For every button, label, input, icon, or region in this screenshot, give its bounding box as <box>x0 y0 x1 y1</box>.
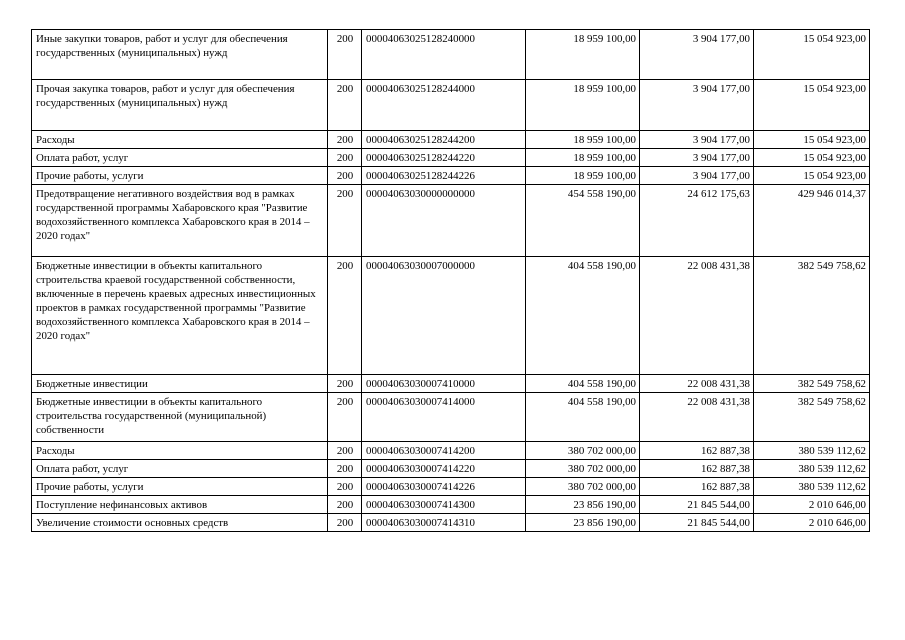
row-unexecuted-amount: 380 539 112,62 <box>754 442 870 460</box>
row-unexecuted-amount: 2 010 646,00 <box>754 496 870 514</box>
row-approved-amount: 380 702 000,00 <box>526 478 640 496</box>
row-approved-amount: 18 959 100,00 <box>526 30 640 80</box>
row-budget-code: 00004063025128240000 <box>362 30 526 80</box>
table-row <box>32 393 870 442</box>
row-executed-amount: 3 904 177,00 <box>640 167 754 185</box>
row-budget-code: 00004063025128244200 <box>362 131 526 149</box>
row-approved-amount: 18 959 100,00 <box>526 80 640 131</box>
row-executed-amount: 162 887,38 <box>640 460 754 478</box>
table-row <box>32 460 870 478</box>
row-executed-amount: 162 887,38 <box>640 478 754 496</box>
row-name: Прочие работы, услуги <box>32 167 328 185</box>
row-approved-amount: 18 959 100,00 <box>526 167 640 185</box>
row-line-code: 200 <box>328 496 362 514</box>
row-budget-code: 00004063030007414300 <box>362 496 526 514</box>
row-name: Прочие работы, услуги <box>32 478 328 496</box>
row-budget-code: 00004063025128244220 <box>362 149 526 167</box>
budget-table <box>31 29 870 532</box>
row-executed-amount: 3 904 177,00 <box>640 30 754 80</box>
row-budget-code: 00004063030007414200 <box>362 442 526 460</box>
row-name: Прочая закупка товаров, работ и услуг для обеспечения государственных (муниципальных) нужд <box>32 80 328 131</box>
row-executed-amount: 22 008 431,38 <box>640 257 754 375</box>
table-row <box>32 149 870 167</box>
row-executed-amount: 3 904 177,00 <box>640 149 754 167</box>
row-line-code: 200 <box>328 131 362 149</box>
row-line-code: 200 <box>328 514 362 532</box>
row-name: Поступление нефинансовых активов <box>32 496 328 514</box>
row-budget-code: 00004063030007000000 <box>362 257 526 375</box>
row-approved-amount: 18 959 100,00 <box>526 149 640 167</box>
row-budget-code: 00004063030007414226 <box>362 478 526 496</box>
row-budget-code: 00004063030007410000 <box>362 375 526 393</box>
row-approved-amount: 404 558 190,00 <box>526 393 640 442</box>
row-name: Бюджетные инвестиции в объекты капитального строительства краевой государственной собственности, включенные в перечень краевых адресных инвестиционных проектов в рамках государственной программы "Развитие водохозяйственного комплекса Хабаровского края в 2014 – 2020 годах" <box>32 257 328 375</box>
row-name: Оплата работ, услуг <box>32 149 328 167</box>
row-line-code: 200 <box>328 442 362 460</box>
row-line-code: 200 <box>328 375 362 393</box>
row-name: Иные закупки товаров, работ и услуг для обеспечения государственных (муниципальных) нужд <box>32 30 328 80</box>
row-budget-code: 00004063030000000000 <box>362 185 526 257</box>
row-approved-amount: 380 702 000,00 <box>526 442 640 460</box>
row-line-code: 200 <box>328 478 362 496</box>
row-budget-code: 00004063030007414310 <box>362 514 526 532</box>
row-executed-amount: 162 887,38 <box>640 442 754 460</box>
row-unexecuted-amount: 382 549 758,62 <box>754 257 870 375</box>
row-unexecuted-amount: 429 946 014,37 <box>754 185 870 257</box>
table-row <box>32 375 870 393</box>
row-approved-amount: 18 959 100,00 <box>526 131 640 149</box>
table-row <box>32 478 870 496</box>
row-executed-amount: 22 008 431,38 <box>640 375 754 393</box>
table-row <box>32 514 870 532</box>
row-unexecuted-amount: 380 539 112,62 <box>754 460 870 478</box>
row-unexecuted-amount: 382 549 758,62 <box>754 375 870 393</box>
row-name: Бюджетные инвестиции <box>32 375 328 393</box>
row-budget-code: 00004063030007414000 <box>362 393 526 442</box>
row-name: Увеличение стоимости основных средств <box>32 514 328 532</box>
row-unexecuted-amount: 380 539 112,62 <box>754 478 870 496</box>
row-unexecuted-amount: 15 054 923,00 <box>754 80 870 131</box>
row-budget-code: 00004063025128244226 <box>362 167 526 185</box>
table-row <box>32 442 870 460</box>
row-line-code: 200 <box>328 460 362 478</box>
row-unexecuted-amount: 382 549 758,62 <box>754 393 870 442</box>
row-name: Расходы <box>32 131 328 149</box>
table-row <box>32 30 870 80</box>
row-name: Оплата работ, услуг <box>32 460 328 478</box>
row-line-code: 200 <box>328 393 362 442</box>
row-unexecuted-amount: 15 054 923,00 <box>754 131 870 149</box>
row-approved-amount: 404 558 190,00 <box>526 375 640 393</box>
table-row <box>32 131 870 149</box>
row-budget-code: 00004063030007414220 <box>362 460 526 478</box>
table-row <box>32 257 870 375</box>
row-approved-amount: 454 558 190,00 <box>526 185 640 257</box>
row-executed-amount: 3 904 177,00 <box>640 80 754 131</box>
row-unexecuted-amount: 2 010 646,00 <box>754 514 870 532</box>
row-unexecuted-amount: 15 054 923,00 <box>754 149 870 167</box>
table-row <box>32 496 870 514</box>
row-approved-amount: 23 856 190,00 <box>526 496 640 514</box>
row-approved-amount: 380 702 000,00 <box>526 460 640 478</box>
row-unexecuted-amount: 15 054 923,00 <box>754 30 870 80</box>
row-budget-code: 00004063025128244000 <box>362 80 526 131</box>
row-line-code: 200 <box>328 30 362 80</box>
row-approved-amount: 404 558 190,00 <box>526 257 640 375</box>
row-executed-amount: 21 845 544,00 <box>640 496 754 514</box>
row-line-code: 200 <box>328 185 362 257</box>
row-line-code: 200 <box>328 167 362 185</box>
row-name: Расходы <box>32 442 328 460</box>
row-approved-amount: 23 856 190,00 <box>526 514 640 532</box>
row-executed-amount: 3 904 177,00 <box>640 131 754 149</box>
row-executed-amount: 24 612 175,63 <box>640 185 754 257</box>
table-row <box>32 185 870 257</box>
row-line-code: 200 <box>328 257 362 375</box>
row-name: Предотвращение негативного воздействия вод в рамках государственной программы Хабаровского края "Развитие водохозяйственного комплекса Хабаровского края в 2014 – 2020 годах" <box>32 185 328 257</box>
row-name: Бюджетные инвестиции в объекты капитального строительства государственной (муниципальной) собственности <box>32 393 328 442</box>
row-line-code: 200 <box>328 149 362 167</box>
table-row <box>32 167 870 185</box>
row-executed-amount: 21 845 544,00 <box>640 514 754 532</box>
table-row <box>32 80 870 131</box>
row-unexecuted-amount: 15 054 923,00 <box>754 167 870 185</box>
row-executed-amount: 22 008 431,38 <box>640 393 754 442</box>
row-line-code: 200 <box>328 80 362 131</box>
